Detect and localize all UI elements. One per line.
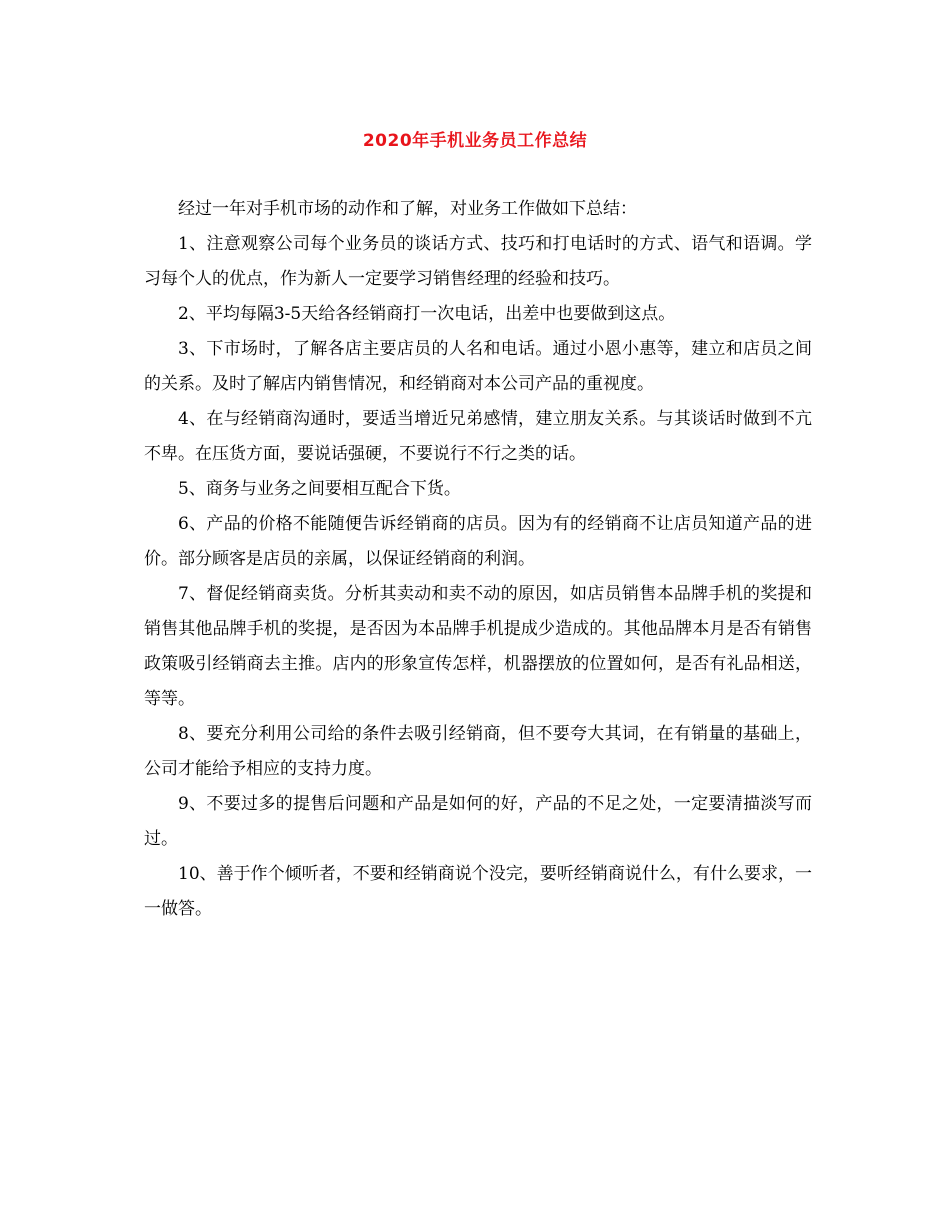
paragraph-item-3: 3、下市场时，了解各店主要店员的人名和电话。通过小恩小惠等，建立和店员之间的关系。及时了解店内销售情况，和经销商对本公司产品的重视度。 bbox=[144, 339, 812, 394]
paragraph-item-9: 9、不要过多的提售后问题和产品是如何的好，产品的不足之处，一定要清描淡写而过。 bbox=[144, 794, 812, 849]
paragraph-item-4: 4、在与经销商沟通时，要适当增近兄弟感情，建立朋友关系。与其谈话时做到不亢不卑。在压货方面，要说话强硬，不要说行不行之类的话。 bbox=[144, 409, 812, 464]
paragraph-item-2: 2、平均每隔3-5天给各经销商打一次电话，出差中也要做到这点。 bbox=[178, 304, 676, 324]
paragraph-item-6: 6、产品的价格不能随便告诉经销商的店员。因为有的经销商不让店员知道产品的进价。部分顾客是店员的亲属，以保证经销商的利润。 bbox=[144, 514, 812, 569]
paragraph-item-10: 10、善于作个倾听者，不要和经销商说个没完，要听经销商说什么，有什么要求，一一做答。 bbox=[144, 864, 812, 919]
paragraph-item-5: 5、商务与业务之间要相互配合下货。 bbox=[178, 479, 461, 499]
document-title: 2020年手机业务员工作总结 bbox=[362, 131, 588, 151]
paragraph-item-1: 1、注意观察公司每个业务员的谈话方式、技巧和打电话时的方式、语气和语调。学习每个人的优点，作为新人一定要学习销售经理的经验和技巧。 bbox=[144, 234, 812, 289]
paragraph-item-8: 8、要充分利用公司给的条件去吸引经销商，但不要夸大其词，在有销量的基础上，公司才能给予相应的支持力度。 bbox=[144, 724, 812, 779]
paragraph-intro: 经过一年对手机市场的动作和了解，对业务工作做如下总结： bbox=[178, 199, 637, 219]
paragraph-item-7: 7、督促经销商卖货。分析其卖动和卖不动的原因，如店员销售本品牌手机的奖提和销售其他品牌手机的奖提，是否因为本品牌手机提成少造成的。其他品牌本月是否有销售政策吸引经销商去主推。店内的形象宣传怎样，机器摆放的位置如何，是否有礼品相送，等等。 bbox=[144, 584, 812, 709]
document-body bbox=[144, 192, 812, 927]
